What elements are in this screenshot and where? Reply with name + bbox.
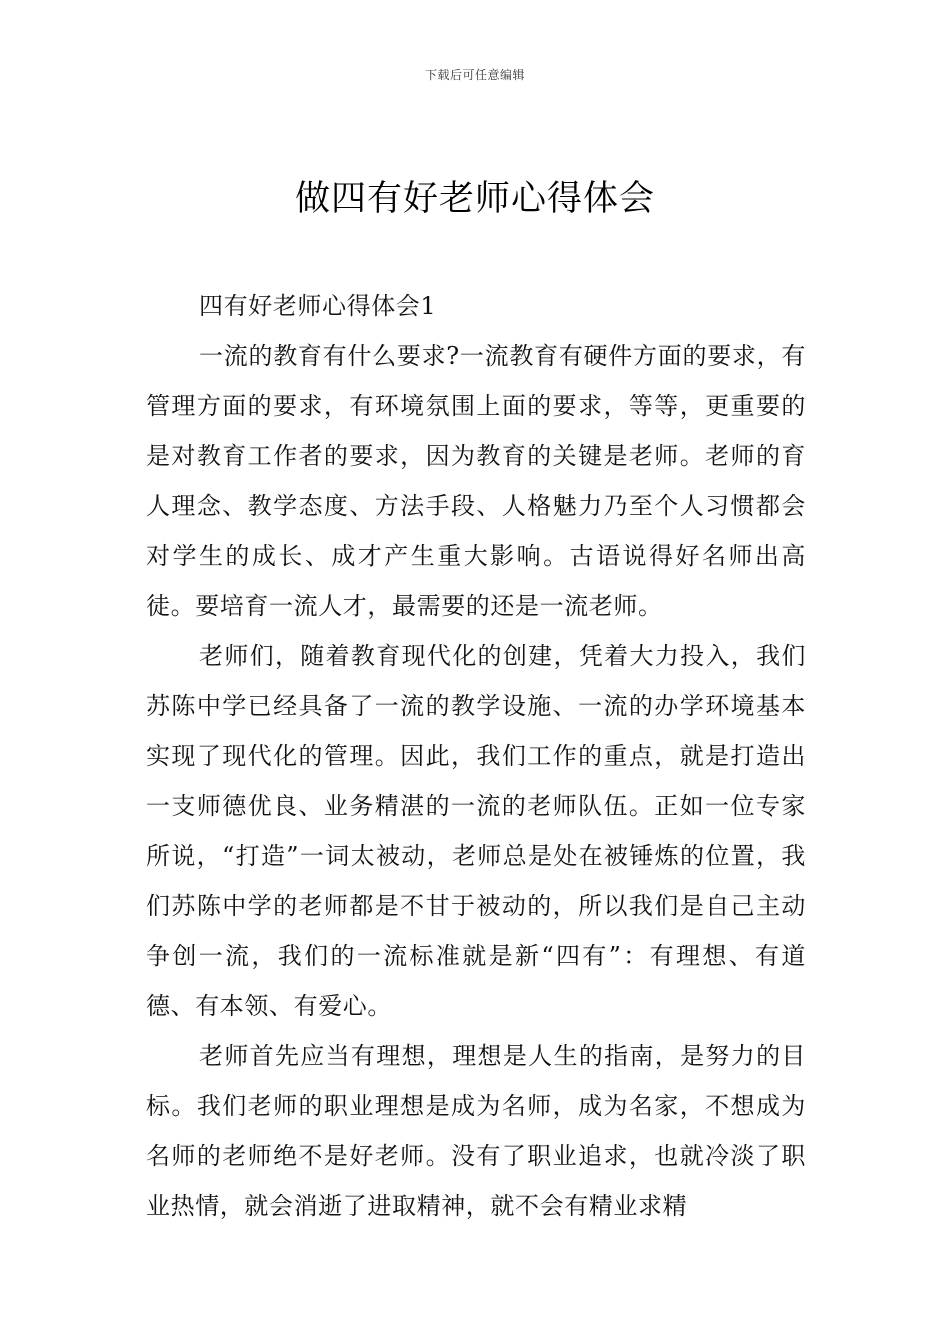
header-note: 下载后可任意编辑 bbox=[424, 68, 525, 82]
document-body bbox=[146, 281, 806, 1231]
section-heading: 四有好老师心得体会1 bbox=[199, 292, 437, 320]
document-title: 做四有好老师心得体会 bbox=[294, 179, 655, 219]
paragraph: 老师首先应当有理想，理想是人生的指南，是努力的目标。我们老师的职业理想是成为名师，成为名家，不想成为名师的老师绝不是好老师。没有了职业追求，也就冷淡了职业热情，就会消逝了进取精神，就不会有精业求精 bbox=[146, 1042, 806, 1220]
paragraph: 一流的教育有什么要求?一流教育有硬件方面的要求，有管理方面的要求，有环境氛围上面的要求，等等，更重要的是对教育工作者的要求，因为教育的关键是老师。老师的育人理念、教学态度、方法手段、人格魅力乃至个人习惯都会对学生的成长、成才产生重大影响。古语说得好名师出高徒。要培育一流人才，最需要的还是一流老师。 bbox=[146, 342, 806, 620]
paragraph: 老师们，随着教育现代化的创建，凭着大力投入，我们苏陈中学已经具备了一流的教学设施、一流的办学环境基本实现了现代化的管理。因此，我们工作的重点，就是打造出一支师德优良、业务精湛的一流的老师队伍。正如一位专家所说，“打造”一词太被动，老师总是处在被锤炼的位置，我们苏陈中学的老师都是不甘于被动的，所以我们是自己主动争创一流，我们的一流标准就是新“四有”：有理想、有道德、有本领、有爱心。 bbox=[146, 642, 806, 1020]
